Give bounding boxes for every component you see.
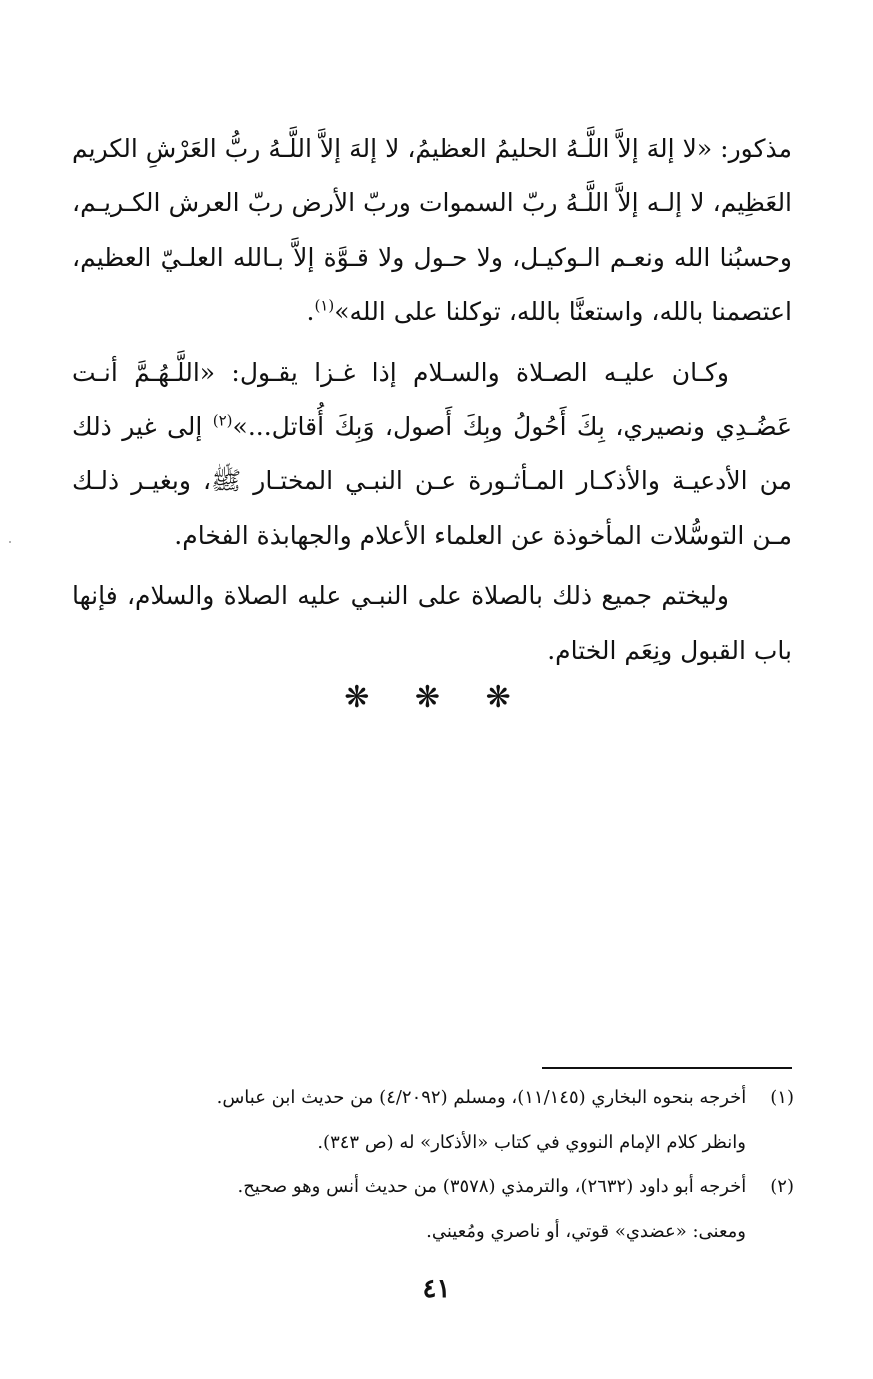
paragraph-2 xyxy=(72,346,792,564)
footnote-1-line-1: أخرجه بنحوه البخاري (١١/١٤٥)، ومسلم (٤/٢٠٩٢) من حديث ابن عباس. xyxy=(216,1087,747,1108)
footnote-1-continuation xyxy=(72,1121,794,1166)
main-text-block xyxy=(72,122,792,678)
paragraph-2-part-2: إلى غير ذلك من الأدعيـة والأذكـار المـأثـورة عـن النبـي المختـار ﷺ، وبغيـر ذلـك مـن التوسُّلات المأخوذة عن العلماء الأعلام والجهابذة الفخام. xyxy=(72,412,792,550)
paragraph-1 xyxy=(72,122,792,340)
footnote-1-number: (١) xyxy=(770,1087,794,1108)
footnote-1-line-2: وانظر كلام الإمام النووي في كتاب «الأذكار» له (ص ٣٤٣). xyxy=(317,1131,746,1153)
footnote-2-line-2: ومعنى: «عضدي» قوتي، أو ناصري ومُعيني. xyxy=(426,1220,746,1242)
paragraph-3 xyxy=(72,569,792,678)
scan-speck xyxy=(9,541,11,543)
footnote-2-line-1: أخرجه أبو داود (٢٦٣٢)، والترمذي (٣٥٧٨) من حديث أنس وهو صحيح. xyxy=(237,1176,747,1197)
footnotes-block xyxy=(72,1076,794,1254)
section-separator: ❋ ❋ ❋ xyxy=(344,680,529,715)
paragraph-1-line-3: الكـريـم، وحسبُنا الله ونعـم الـوكيـل، ولا حـول ولا قـوَّة إلاَّ بـالله العلـيّ xyxy=(72,188,793,272)
paragraph-3-text: وليختم جميع ذلك بالصلاة على النبـي عليه الصلاة والسلام، فإنها باب القبول ونِعَم الختام. xyxy=(72,581,792,665)
footnote-reference-2: (٢) xyxy=(212,411,233,430)
footnote-2-number: (٢) xyxy=(770,1176,794,1197)
paragraph-2-part-1: وكـان عليـه الصـلاة والسـلام إذا غـزا يقـول: «اللَّـهُـمَّ أنـت عَضُـدِي ونصيري، بِكَ أَحُولُ وبِكَ أَصول، وَبِكَ أُقاتل...» xyxy=(72,357,792,442)
footnote-divider xyxy=(542,1067,792,1069)
footnote-2-continuation xyxy=(72,1210,794,1255)
paragraph-1-tail: . xyxy=(306,297,315,327)
page-number: ٤١ xyxy=(422,1274,451,1304)
paragraph-1-line-2: الكريم العَظِيم، لا إلـه إلاَّ اللَّـهُ ربّ السموات وربّ الأرض ربّ العرش xyxy=(72,134,793,218)
footnote-2 xyxy=(72,1165,794,1210)
paragraph-1-line-4: العظيم، اعتصمنا بالله، واستعنَّا بالله، توكلنا على الله» xyxy=(72,242,792,327)
footnote-1 xyxy=(72,1076,794,1121)
paragraph-1-line-1: مذكور: «لا إلهَ إلاَّ اللَّـهُ الحليمُ العظيمُ، لا إلهَ إلاَّ اللَّـهُ ربُّ العَرْشِ xyxy=(145,134,793,163)
footnote-reference-1: (١) xyxy=(314,296,335,315)
